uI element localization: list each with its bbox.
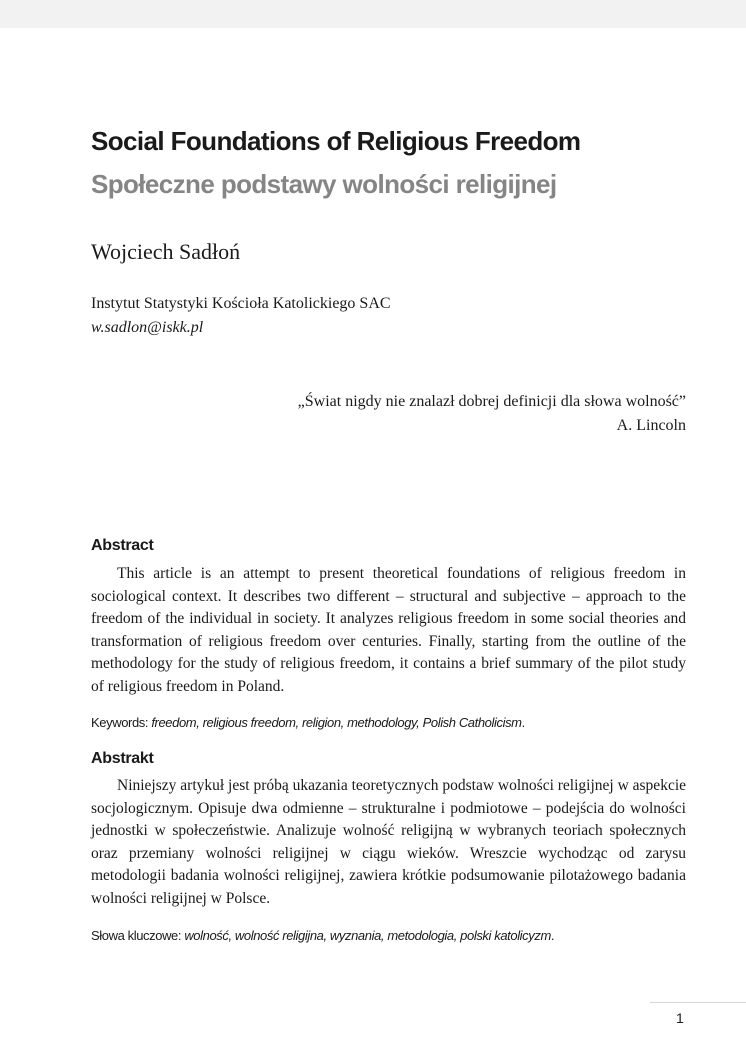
author-email: w.sadlon@iskk.pl — [91, 319, 204, 336]
epigraph — [298, 390, 686, 438]
keywords-end: . — [521, 715, 525, 730]
keywords-english — [91, 715, 686, 730]
abstract-text: This article is an attempt to present theoretical foundations of religious freedom in sociological context. It describes two different – structural and subjective – approach to the freedom of the individual in society. It analyzes religious freedom in some social theories and transformation of religious freedom over centuries. Finally, starting from the outline of the methodology for the study of religious freedom, it contains a brief summary of the pilot study of religious freedom in Poland. — [91, 565, 686, 695]
slowa-kluczowe-values: wolność, wolność religijna, wyznania, metodologia, polski katolicyzm — [184, 928, 551, 943]
slowa-kluczowe-end: . — [550, 928, 555, 943]
slowa-kluczowe-label: Słowa kluczowe: — [91, 928, 185, 943]
article-title-english: Social Foundations of Religious Freedom — [91, 126, 581, 156]
keywords-label: Keywords: — [91, 715, 152, 730]
epigraph-quote: „Świat nigdy nie znalazł dobrej definicji dla słowa wolność” — [297, 393, 686, 410]
keywords-polish — [91, 928, 686, 943]
abstrakt-heading: Abstrakt — [91, 750, 154, 767]
footer-rule — [650, 1002, 746, 1003]
epigraph-attribution: A. Lincoln — [616, 417, 686, 434]
page-number: 1 — [676, 1010, 684, 1026]
author-affiliation: Instytut Statystyki Kościoła Katolickiego SAC — [91, 295, 391, 312]
top-margin-band — [0, 0, 746, 28]
keywords-values: freedom, religious freedom, religion, methodology, Polish Catholicism — [151, 715, 522, 730]
article-title-polish: Społeczne podstawy wolności religijnej — [91, 169, 557, 199]
author-name: Wojciech Sadłoń — [91, 239, 241, 264]
abstract-heading: Abstract — [91, 537, 154, 554]
abstrakt-text: Niniejszy artykuł jest próbą ukazania teoretycznych podstaw wolności religijnej w aspekcie socjologicznym. Opisuje dwa odmienne – strukturalne i podmiotowe – podejścia do wolności jednostki w społeczeństwie. Analizuje wolność religijną w wybranych teoriach społecznych oraz przemiany wolności religijnej w ciągu wieków. Wreszcie wychodząc od zarysu metodologii badania wolności religijnej, zawiera krótkie podsumowanie pilotażowego badania wolności religijnej w Polsce. — [91, 777, 687, 907]
